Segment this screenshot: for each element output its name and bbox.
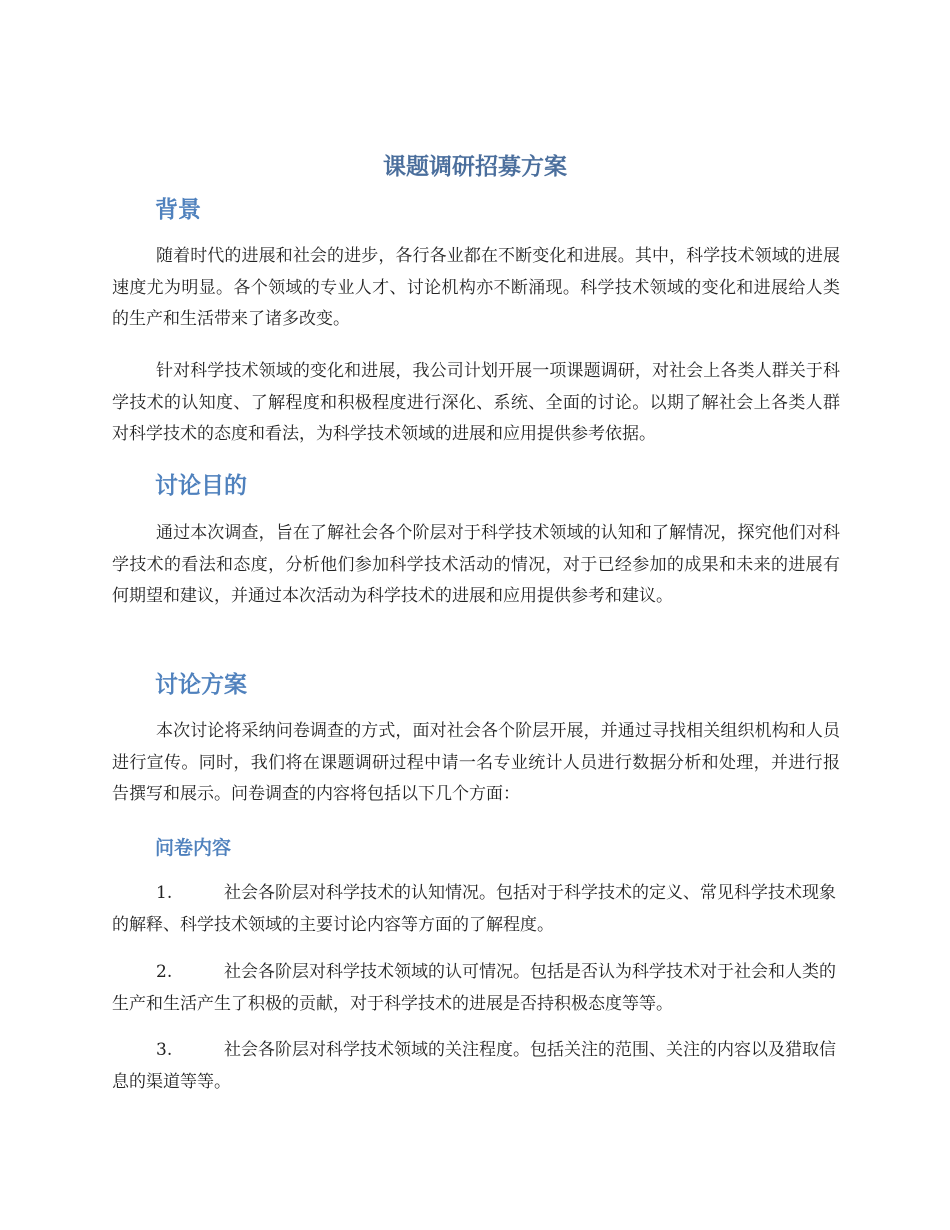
- heading-purpose: 讨论目的: [155, 473, 247, 499]
- list-item-number: 3.: [156, 1040, 173, 1060]
- paragraph-background-1: 随着时代的进展和社会的进步，各行各业都在不断变化和进展。其中，科学技术领域的进展速度尤为明显。各个领域的专业人才、讨论机构亦不断涌现。科学技术领域的变化和进展给人类的生产和生活带来了诸多改变。: [112, 246, 840, 329]
- paragraph-background-2: 针对科学技术领域的变化和进展，我公司计划开展一项课题调研，对社会上各类人群关于科学技术的认知度、了解程度和积极程度进行深化、系统、全面的讨论。以期了解社会上各类人群对科学技术的态度和看法，为科学技术领域的进展和应用提供参考依据。: [112, 361, 840, 444]
- list-item-text: 社会各阶层对科学技术领域的认可情况。包括是否认为科学技术对于社会和人类的生产和生活产生了积极的贡献，对于科学技术的进展是否持积极态度等等。: [112, 962, 836, 1014]
- document-title: 课题调研招募方案: [383, 154, 567, 180]
- list-item: [112, 878, 840, 941]
- list-item: [112, 957, 840, 1020]
- heading-plan: 讨论方案: [155, 672, 247, 698]
- heading-questionnaire-content: 问卷内容: [155, 837, 232, 859]
- list-item: [112, 1035, 840, 1098]
- heading-background: 背景: [155, 197, 201, 223]
- list-item-number: 1.: [156, 883, 173, 903]
- paragraph-plan-1: 本次讨论将采纳问卷调查的方式，面对社会各个阶层开展，并通过寻找相关组织机构和人员进行宣传。同时，我们将在课题调研过程中请一名专业统计人员进行数据分析和处理，并进行报告撰写和展示。问卷调查的内容将包括以下几个方面：: [112, 721, 840, 804]
- list-item-number: 2.: [156, 962, 173, 982]
- paragraph-purpose-1: 通过本次调查，旨在了解社会各个阶层对于科学技术领域的认知和了解情况，探究他们对科学技术的看法和态度，分析他们参加科学技术活动的情况，对于已经参加的成果和未来的进展有何期望和建议，并通过本次活动为科学技术的进展和应用提供参考和建议。: [112, 523, 840, 606]
- list-item-text: 社会各阶层对科学技术的认知情况。包括对于科学技术的定义、常见科学技术现象的解释、科学技术领域的主要讨论内容等方面的了解程度。: [112, 883, 836, 935]
- list-item-text: 社会各阶层对科学技术领域的关注程度。包括关注的范围、关注的内容以及猎取信息的渠道等等。: [112, 1040, 836, 1092]
